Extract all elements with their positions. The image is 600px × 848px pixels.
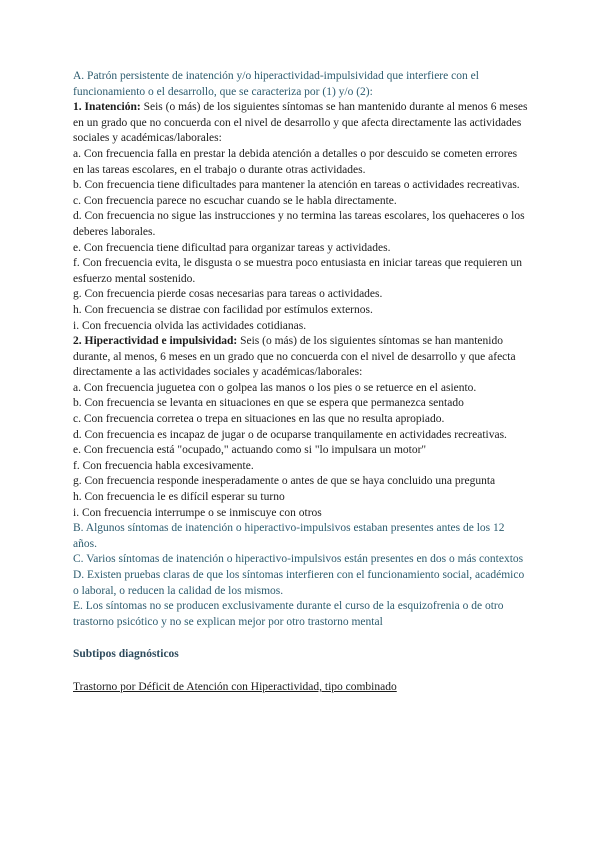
hyperactivity-text: Seis (o más) de los siguientes síntomas se han mantenido durante, al menos, 6 meses en un grado que no concuerda con el nivel de desarrollo y que afecta directamente a las actividades sociales y académicas/laborales: xyxy=(73,335,516,379)
inattention-item-i: i. Con frecuencia olvida las actividades cotidianas. xyxy=(73,319,307,332)
hyperactivity-item-e: e. Con frecuencia está "ocupado," actuando como si "lo impulsara un motor" xyxy=(73,444,427,457)
inattention-item-d: d. Con frecuencia no sigue las instrucciones y no termina las tareas escolares, los quehaceres o los deberes laborales. xyxy=(73,210,525,238)
subtypes-title: Subtipos diagnósticos xyxy=(73,648,179,661)
inattention-text: Seis (o más) de los siguientes síntomas se han mantenido durante al menos 6 meses en un grado que no concuerda con el nivel de desarrollo y que afecta directamente las actividades sociales y académicas/laborales: xyxy=(73,101,528,145)
inattention-item-h: h. Con frecuencia se distrae con facilidad por estímulos externos. xyxy=(73,303,373,316)
inattention-item-f: f. Con frecuencia evita, le disgusta o se muestra poco entusiasta en iniciar tareas que requieren un esfuerzo mental sostenido. xyxy=(73,257,522,285)
inattention-item-c: c. Con frecuencia parece no escuchar cuando se le habla directamente. xyxy=(73,194,397,207)
criterion-b: B. Algunos síntomas de inatención o hiperactivo-impulsivos estaban presentes antes de los 12 años. xyxy=(73,522,505,550)
hyperactivity-heading: 2. Hiperactividad e impulsividad: xyxy=(73,335,238,348)
inattention-item-e: e. Con frecuencia tiene dificultad para organizar tareas y actividades. xyxy=(73,241,391,254)
hyperactivity-paragraph xyxy=(73,334,529,381)
hyperactivity-item-g: g. Con frecuencia responde inesperadamente o antes de que se haya concluido una pregunta xyxy=(73,475,496,488)
criteria-content xyxy=(73,69,529,696)
criterion-a-intro: A. Patrón persistente de inatención y/o hiperactividad-impulsividad que interfiere con el funcionamiento o el desarrollo, que se caracteriza por (1) y/o (2): xyxy=(73,70,479,98)
inattention-item-b: b. Con frecuencia tiene dificultades para mantener la atención en tareas o actividades recreativas. xyxy=(73,179,520,192)
hyperactivity-item-b: b. Con frecuencia se levanta en situaciones en que se espera que permanezca sentado xyxy=(73,397,464,410)
hyperactivity-item-i: i. Con frecuencia interrumpe o se inmiscuye con otros xyxy=(73,506,322,519)
hyperactivity-item-c: c. Con frecuencia corretea o trepa en situaciones en las que no resulta apropiado. xyxy=(73,413,445,426)
subtype-combined: Trastorno por Déficit de Atención con Hiperactividad, tipo combinado xyxy=(73,680,397,693)
criterion-d: D. Existen pruebas claras de que los síntomas interfieren con el funcionamiento social, académico o laboral, o reducen la calidad de los mismos. xyxy=(73,569,525,597)
hyperactivity-item-f: f. Con frecuencia habla excesivamente. xyxy=(73,459,254,472)
hyperactivity-item-a: a. Con frecuencia juguetea con o golpea las manos o los pies o se retuerce en el asiento. xyxy=(73,381,477,394)
inattention-item-g: g. Con frecuencia pierde cosas necesarias para tareas o actividades. xyxy=(73,288,383,301)
inattention-item-a: a. Con frecuencia falla en prestar la debida atención a detalles o por descuido se cometen errores en las tareas escolares, en el trabajo o durante otras actividades. xyxy=(73,147,518,176)
hyperactivity-item-h: h. Con frecuencia le es difícil esperar su turno xyxy=(73,491,285,504)
inattention-heading: 1. Inatención: xyxy=(73,101,141,114)
hyperactivity-item-d: d. Con frecuencia es incapaz de jugar o de ocuparse tranquilamente en actividades recreativas. xyxy=(73,428,507,441)
inattention-paragraph xyxy=(73,100,529,147)
criterion-c: C. Varios síntomas de inatención o hiperactivo-impulsivos están presentes en dos o más contextos xyxy=(73,553,524,566)
criterion-e: E. Los síntomas no se producen exclusivamente durante el curso de la esquizofrenia o de otro trastorno psicótico y no se explican mejor por otro trastorno mental xyxy=(73,600,504,628)
